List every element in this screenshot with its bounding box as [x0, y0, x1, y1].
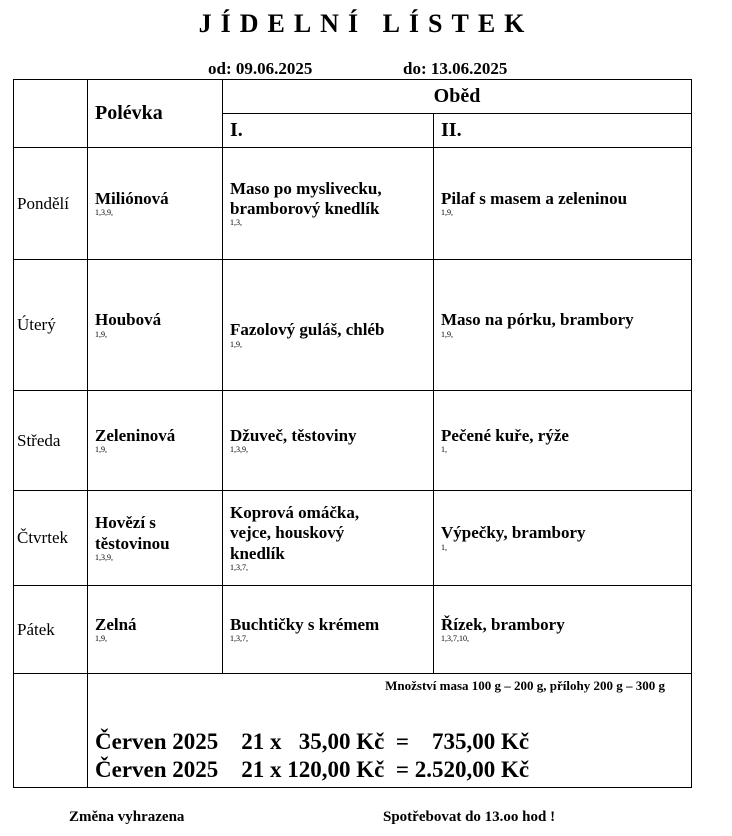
price-line: Červen 2025 21 x 35,00 Kč = 735,00 Kč	[95, 729, 530, 754]
main2-name: Maso na pórku, brambory	[441, 310, 634, 330]
main1-cell	[223, 586, 434, 674]
day-label: Úterý	[14, 260, 88, 391]
table-row	[14, 491, 692, 586]
table-row	[14, 586, 692, 674]
table-row	[14, 391, 692, 491]
soup-cell	[88, 491, 223, 586]
main1-cell	[223, 491, 434, 586]
price-line: Červen 2025 21 x 120,00 Kč = 2.520,00 Kč	[95, 756, 530, 782]
main2-cell	[434, 260, 692, 391]
soup-allergens: 1,9,	[95, 634, 107, 644]
soup-allergens: 1,3,9,	[95, 552, 113, 562]
main1-allergens: 1,3,7,	[230, 563, 248, 573]
main2-cell	[434, 148, 692, 260]
header-col2: II.	[434, 114, 692, 148]
header-soup: Polévka	[88, 80, 223, 148]
soup-cell	[88, 260, 223, 391]
main1-cell	[223, 148, 434, 260]
main1-allergens: 1,3,	[230, 218, 242, 228]
main1-cell	[223, 391, 434, 491]
soup-name: Houbová	[95, 310, 162, 330]
header-col1: I.	[223, 114, 434, 148]
main2-allergens: 1,9,	[441, 208, 453, 218]
soup-name: Zelná	[95, 614, 137, 634]
soup-cell	[88, 148, 223, 260]
table-row	[14, 260, 692, 391]
soup-name: Miliónová	[95, 188, 169, 208]
soup-allergens: 1,9,	[95, 329, 107, 339]
portion-note: Množství masa 100 g – 200 g, přílohy 200 g – 300 g	[385, 678, 665, 693]
main2-allergens: 1,	[441, 542, 447, 552]
main2-cell	[434, 391, 692, 491]
footer-consume-note: Spotřebovat do 13.oo hod !	[383, 809, 556, 825]
header-lunch: Oběd	[223, 80, 692, 114]
main1-name: Džuveč, těstoviny	[230, 425, 357, 445]
soup-cell	[88, 586, 223, 674]
main1-allergens: 1,9,	[230, 339, 242, 349]
main1-cell	[223, 260, 434, 391]
soup-allergens: 1,3,9,	[95, 208, 113, 218]
date-from: od: 09.06.2025	[208, 59, 313, 78]
main1-name: Maso po myslivecku, bramborový knedlík	[230, 178, 382, 219]
day-label: Čtvrtek	[14, 491, 88, 586]
menu-table	[13, 79, 692, 788]
soup-name: Hovězí s těstovinou	[95, 513, 170, 553]
main2-name: Pilaf s masem a zeleninou	[441, 188, 628, 208]
day-label: Středa	[14, 391, 88, 491]
main1-name: Fazolový guláš, chléb	[230, 320, 385, 340]
page-title: JÍDELNÍ LÍSTEK	[198, 9, 534, 38]
table-row-summary	[14, 674, 692, 788]
main2-allergens: 1,3,7,10,	[441, 634, 469, 644]
day-label: Pátek	[14, 586, 88, 674]
main2-cell	[434, 586, 692, 674]
soup-name: Zeleninová	[95, 425, 176, 445]
main2-cell	[434, 491, 692, 586]
summary-empty-cell	[14, 674, 88, 788]
date-to: do: 13.06.2025	[403, 59, 508, 78]
table-row	[14, 148, 692, 260]
day-label: Pondělí	[14, 148, 88, 260]
main1-name: Buchtičky s krémem	[230, 614, 380, 634]
soup-cell	[88, 391, 223, 491]
main2-name: Řízek, brambory	[441, 614, 565, 634]
footer-change-note: Změna vyhrazena	[69, 809, 185, 825]
main2-allergens: 1,9,	[441, 329, 453, 339]
main2-allergens: 1,	[441, 445, 447, 455]
soup-allergens: 1,9,	[95, 445, 107, 455]
summary-cell	[88, 674, 692, 788]
main1-name: Koprová omáčka, vejce, houskový knedlík	[230, 503, 360, 563]
main1-allergens: 1,3,9,	[230, 445, 248, 455]
main2-name: Pečené kuře, rýže	[441, 425, 569, 445]
corner-cell	[14, 80, 88, 148]
main1-allergens: 1,3,7,	[230, 634, 248, 644]
main2-name: Výpečky, brambory	[441, 523, 586, 543]
